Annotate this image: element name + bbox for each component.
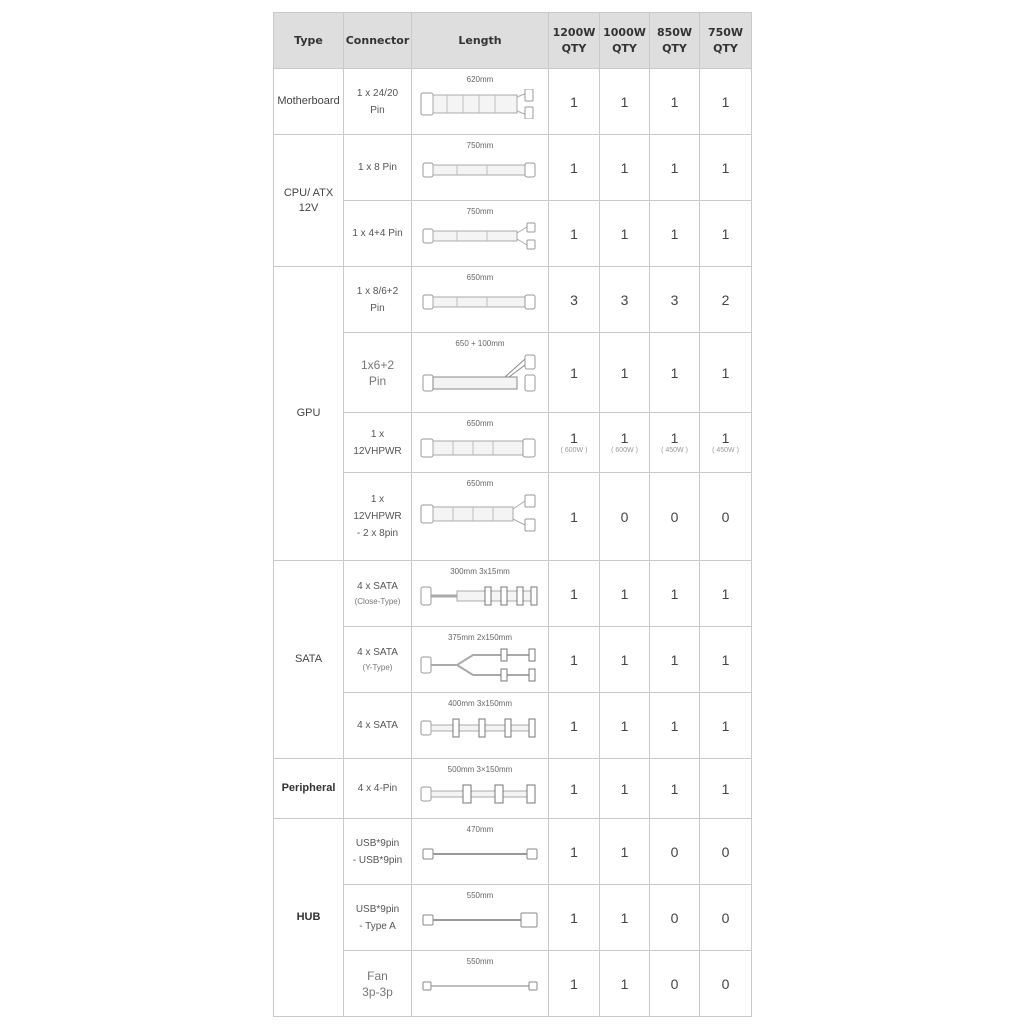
qty-1000w: 1 bbox=[600, 69, 650, 135]
connector-cell: 1 x 12VHPWR - 2 x 8pin bbox=[344, 473, 412, 561]
qty-1000w: 3 bbox=[600, 267, 650, 333]
cable-pcie-icon bbox=[417, 287, 543, 317]
connector-subtype: (Y-Type) bbox=[362, 663, 393, 672]
qty-750w: 1 bbox=[700, 135, 752, 201]
connector-cell: 4 x 4-Pin bbox=[344, 759, 412, 819]
length-cell bbox=[412, 135, 549, 201]
wattage-note: ( 450W ) bbox=[661, 446, 688, 454]
qty-1000w: 1 bbox=[600, 885, 650, 951]
type-gpu: GPU bbox=[274, 267, 344, 561]
table-row bbox=[274, 413, 752, 473]
qty-1000w: 1 bbox=[600, 135, 650, 201]
header-1000w-qty: 1000W QTY bbox=[600, 13, 650, 69]
qty-1000w: 1 bbox=[600, 759, 650, 819]
connector-subtype: (Close-Type) bbox=[354, 597, 401, 606]
qty-1000w: 1 bbox=[600, 951, 650, 1017]
cable-fan-icon bbox=[417, 971, 543, 1001]
length-cell bbox=[412, 627, 549, 693]
qty-750w: 0 bbox=[700, 885, 752, 951]
qty-1200w bbox=[549, 413, 600, 473]
qty-850w: 1 bbox=[650, 759, 700, 819]
connector-cell: 1 x 8 Pin bbox=[344, 135, 412, 201]
cable-usb-typea-icon bbox=[417, 905, 543, 935]
length-label: 650mm bbox=[466, 479, 494, 488]
qty-1200w: 1 bbox=[549, 693, 600, 759]
connector-cell: 1x6+2 Pin bbox=[344, 333, 412, 413]
qty-750w: 1 bbox=[700, 201, 752, 267]
qty-1000w: 1 bbox=[600, 333, 650, 413]
qty-value: 1 bbox=[721, 429, 730, 446]
header-850w-qty: 850W QTY bbox=[650, 13, 700, 69]
connector-cell: Fan 3p-3p bbox=[344, 951, 412, 1017]
table-row bbox=[274, 267, 752, 333]
type-cpu-atx: CPU/ ATX 12V bbox=[274, 135, 344, 267]
length-label: 650mm bbox=[466, 419, 494, 428]
qty-850w: 1 bbox=[650, 201, 700, 267]
table-row bbox=[274, 693, 752, 759]
cable-sata-close-icon bbox=[417, 581, 543, 611]
cable-24pin-icon bbox=[417, 89, 543, 119]
wattage-note: ( 600W ) bbox=[611, 446, 638, 454]
qty-1200w: 1 bbox=[549, 69, 600, 135]
cable-12vhpwr-icon bbox=[417, 433, 543, 463]
connector-cell: USB*9pin - Type A bbox=[344, 885, 412, 951]
qty-850w bbox=[650, 413, 700, 473]
table-row bbox=[274, 627, 752, 693]
connector-cell bbox=[344, 627, 412, 693]
qty-value: 1 bbox=[620, 429, 629, 446]
table-row bbox=[274, 201, 752, 267]
qty-1200w: 1 bbox=[549, 561, 600, 627]
cable-usb-usb-icon bbox=[417, 839, 543, 869]
wattage-note: ( 600W ) bbox=[560, 446, 588, 454]
qty-750w: 1 bbox=[700, 759, 752, 819]
cable-molex-icon bbox=[417, 779, 543, 809]
table-row bbox=[274, 951, 752, 1017]
cable-12vhpwr-split-icon bbox=[417, 493, 543, 533]
qty-1200w: 1 bbox=[549, 627, 600, 693]
qty-750w: 1 bbox=[700, 693, 752, 759]
type-peripheral: Peripheral bbox=[274, 759, 344, 819]
type-motherboard: Motherboard bbox=[274, 69, 344, 135]
qty-850w: 0 bbox=[650, 885, 700, 951]
cable-4plus4-icon bbox=[417, 221, 543, 251]
length-cell bbox=[412, 267, 549, 333]
length-label: 400mm 3x150mm bbox=[447, 699, 513, 708]
length-cell bbox=[412, 561, 549, 627]
length-label: 620mm bbox=[466, 75, 494, 84]
length-label: 750mm bbox=[466, 207, 494, 216]
qty-value: 1 bbox=[570, 429, 578, 446]
table-row bbox=[274, 333, 752, 413]
qty-750w bbox=[700, 413, 752, 473]
length-cell bbox=[412, 413, 549, 473]
qty-850w: 0 bbox=[650, 819, 700, 885]
cable-pcie-split-icon bbox=[417, 353, 543, 397]
length-label: 500mm 3×150mm bbox=[447, 765, 513, 774]
qty-1200w: 1 bbox=[549, 333, 600, 413]
qty-750w: 0 bbox=[700, 473, 752, 561]
qty-750w: 0 bbox=[700, 819, 752, 885]
wattage-note: ( 450W ) bbox=[712, 446, 739, 454]
qty-1200w: 1 bbox=[549, 885, 600, 951]
connector-cell bbox=[344, 561, 412, 627]
length-label: 750mm bbox=[466, 141, 494, 150]
length-label: 650 + 100mm bbox=[455, 339, 505, 348]
qty-1000w: 1 bbox=[600, 201, 650, 267]
length-cell bbox=[412, 951, 549, 1017]
qty-1200w: 1 bbox=[549, 951, 600, 1017]
table-row bbox=[274, 69, 752, 135]
qty-750w: 0 bbox=[700, 951, 752, 1017]
qty-850w: 0 bbox=[650, 951, 700, 1017]
cable-8pin-icon bbox=[417, 155, 543, 185]
table-row bbox=[274, 885, 752, 951]
qty-1000w: 0 bbox=[600, 473, 650, 561]
qty-1000w: 1 bbox=[600, 819, 650, 885]
connector-label: 4 x SATA bbox=[357, 581, 398, 592]
qty-1000w: 1 bbox=[600, 693, 650, 759]
cable-sata-y-icon bbox=[417, 647, 543, 683]
type-hub: HUB bbox=[274, 819, 344, 1017]
qty-850w: 1 bbox=[650, 333, 700, 413]
connector-cell: 1 x 8/6+2 Pin bbox=[344, 267, 412, 333]
type-sata: SATA bbox=[274, 561, 344, 759]
qty-1200w: 1 bbox=[549, 201, 600, 267]
qty-850w: 0 bbox=[650, 473, 700, 561]
qty-850w: 3 bbox=[650, 267, 700, 333]
qty-1200w: 1 bbox=[549, 819, 600, 885]
qty-850w: 1 bbox=[650, 561, 700, 627]
qty-850w: 1 bbox=[650, 627, 700, 693]
qty-850w: 1 bbox=[650, 693, 700, 759]
header-1200w-qty: 1200W QTY bbox=[549, 13, 600, 69]
length-label: 375mm 2x150mm bbox=[447, 633, 513, 642]
qty-1000w: 1 bbox=[600, 627, 650, 693]
length-cell bbox=[412, 693, 549, 759]
connector-cell: 1 x 24/20 Pin bbox=[344, 69, 412, 135]
qty-1200w: 3 bbox=[549, 267, 600, 333]
length-cell bbox=[412, 473, 549, 561]
length-cell bbox=[412, 69, 549, 135]
length-cell bbox=[412, 201, 549, 267]
connector-cell: 1 x 4+4 Pin bbox=[344, 201, 412, 267]
qty-750w: 2 bbox=[700, 267, 752, 333]
connector-cell: 4 x SATA bbox=[344, 693, 412, 759]
connector-cell: 1 x 12VHPWR bbox=[344, 413, 412, 473]
qty-750w: 1 bbox=[700, 561, 752, 627]
qty-1000w bbox=[600, 413, 650, 473]
header-type: Type bbox=[274, 13, 344, 69]
table-row bbox=[274, 135, 752, 201]
cable-sata-icon bbox=[417, 713, 543, 743]
qty-750w: 1 bbox=[700, 333, 752, 413]
header-row bbox=[274, 13, 752, 69]
length-cell bbox=[412, 333, 549, 413]
connector-label: 4 x SATA bbox=[357, 647, 398, 658]
header-750w-qty: 750W QTY bbox=[700, 13, 752, 69]
length-label: 300mm 3x15mm bbox=[450, 567, 510, 576]
qty-1200w: 1 bbox=[549, 759, 600, 819]
qty-750w: 1 bbox=[700, 627, 752, 693]
length-label: 650mm bbox=[466, 273, 494, 282]
length-label: 470mm bbox=[466, 825, 494, 834]
header-connector: Connector bbox=[344, 13, 412, 69]
table-row bbox=[274, 561, 752, 627]
table-row bbox=[274, 819, 752, 885]
qty-1200w: 1 bbox=[549, 135, 600, 201]
length-cell bbox=[412, 885, 549, 951]
table-row bbox=[274, 759, 752, 819]
qty-750w: 1 bbox=[700, 69, 752, 135]
connector-cell: USB*9pin - USB*9pin bbox=[344, 819, 412, 885]
length-cell bbox=[412, 819, 549, 885]
qty-850w: 1 bbox=[650, 135, 700, 201]
cable-spec-table bbox=[273, 12, 752, 1017]
table-row bbox=[274, 473, 752, 561]
length-cell bbox=[412, 759, 549, 819]
length-label: 550mm bbox=[466, 957, 494, 966]
qty-1000w: 1 bbox=[600, 561, 650, 627]
header-length: Length bbox=[412, 13, 549, 69]
length-label: 550mm bbox=[466, 891, 494, 900]
qty-1200w: 1 bbox=[549, 473, 600, 561]
qty-850w: 1 bbox=[650, 69, 700, 135]
qty-value: 1 bbox=[670, 429, 679, 446]
